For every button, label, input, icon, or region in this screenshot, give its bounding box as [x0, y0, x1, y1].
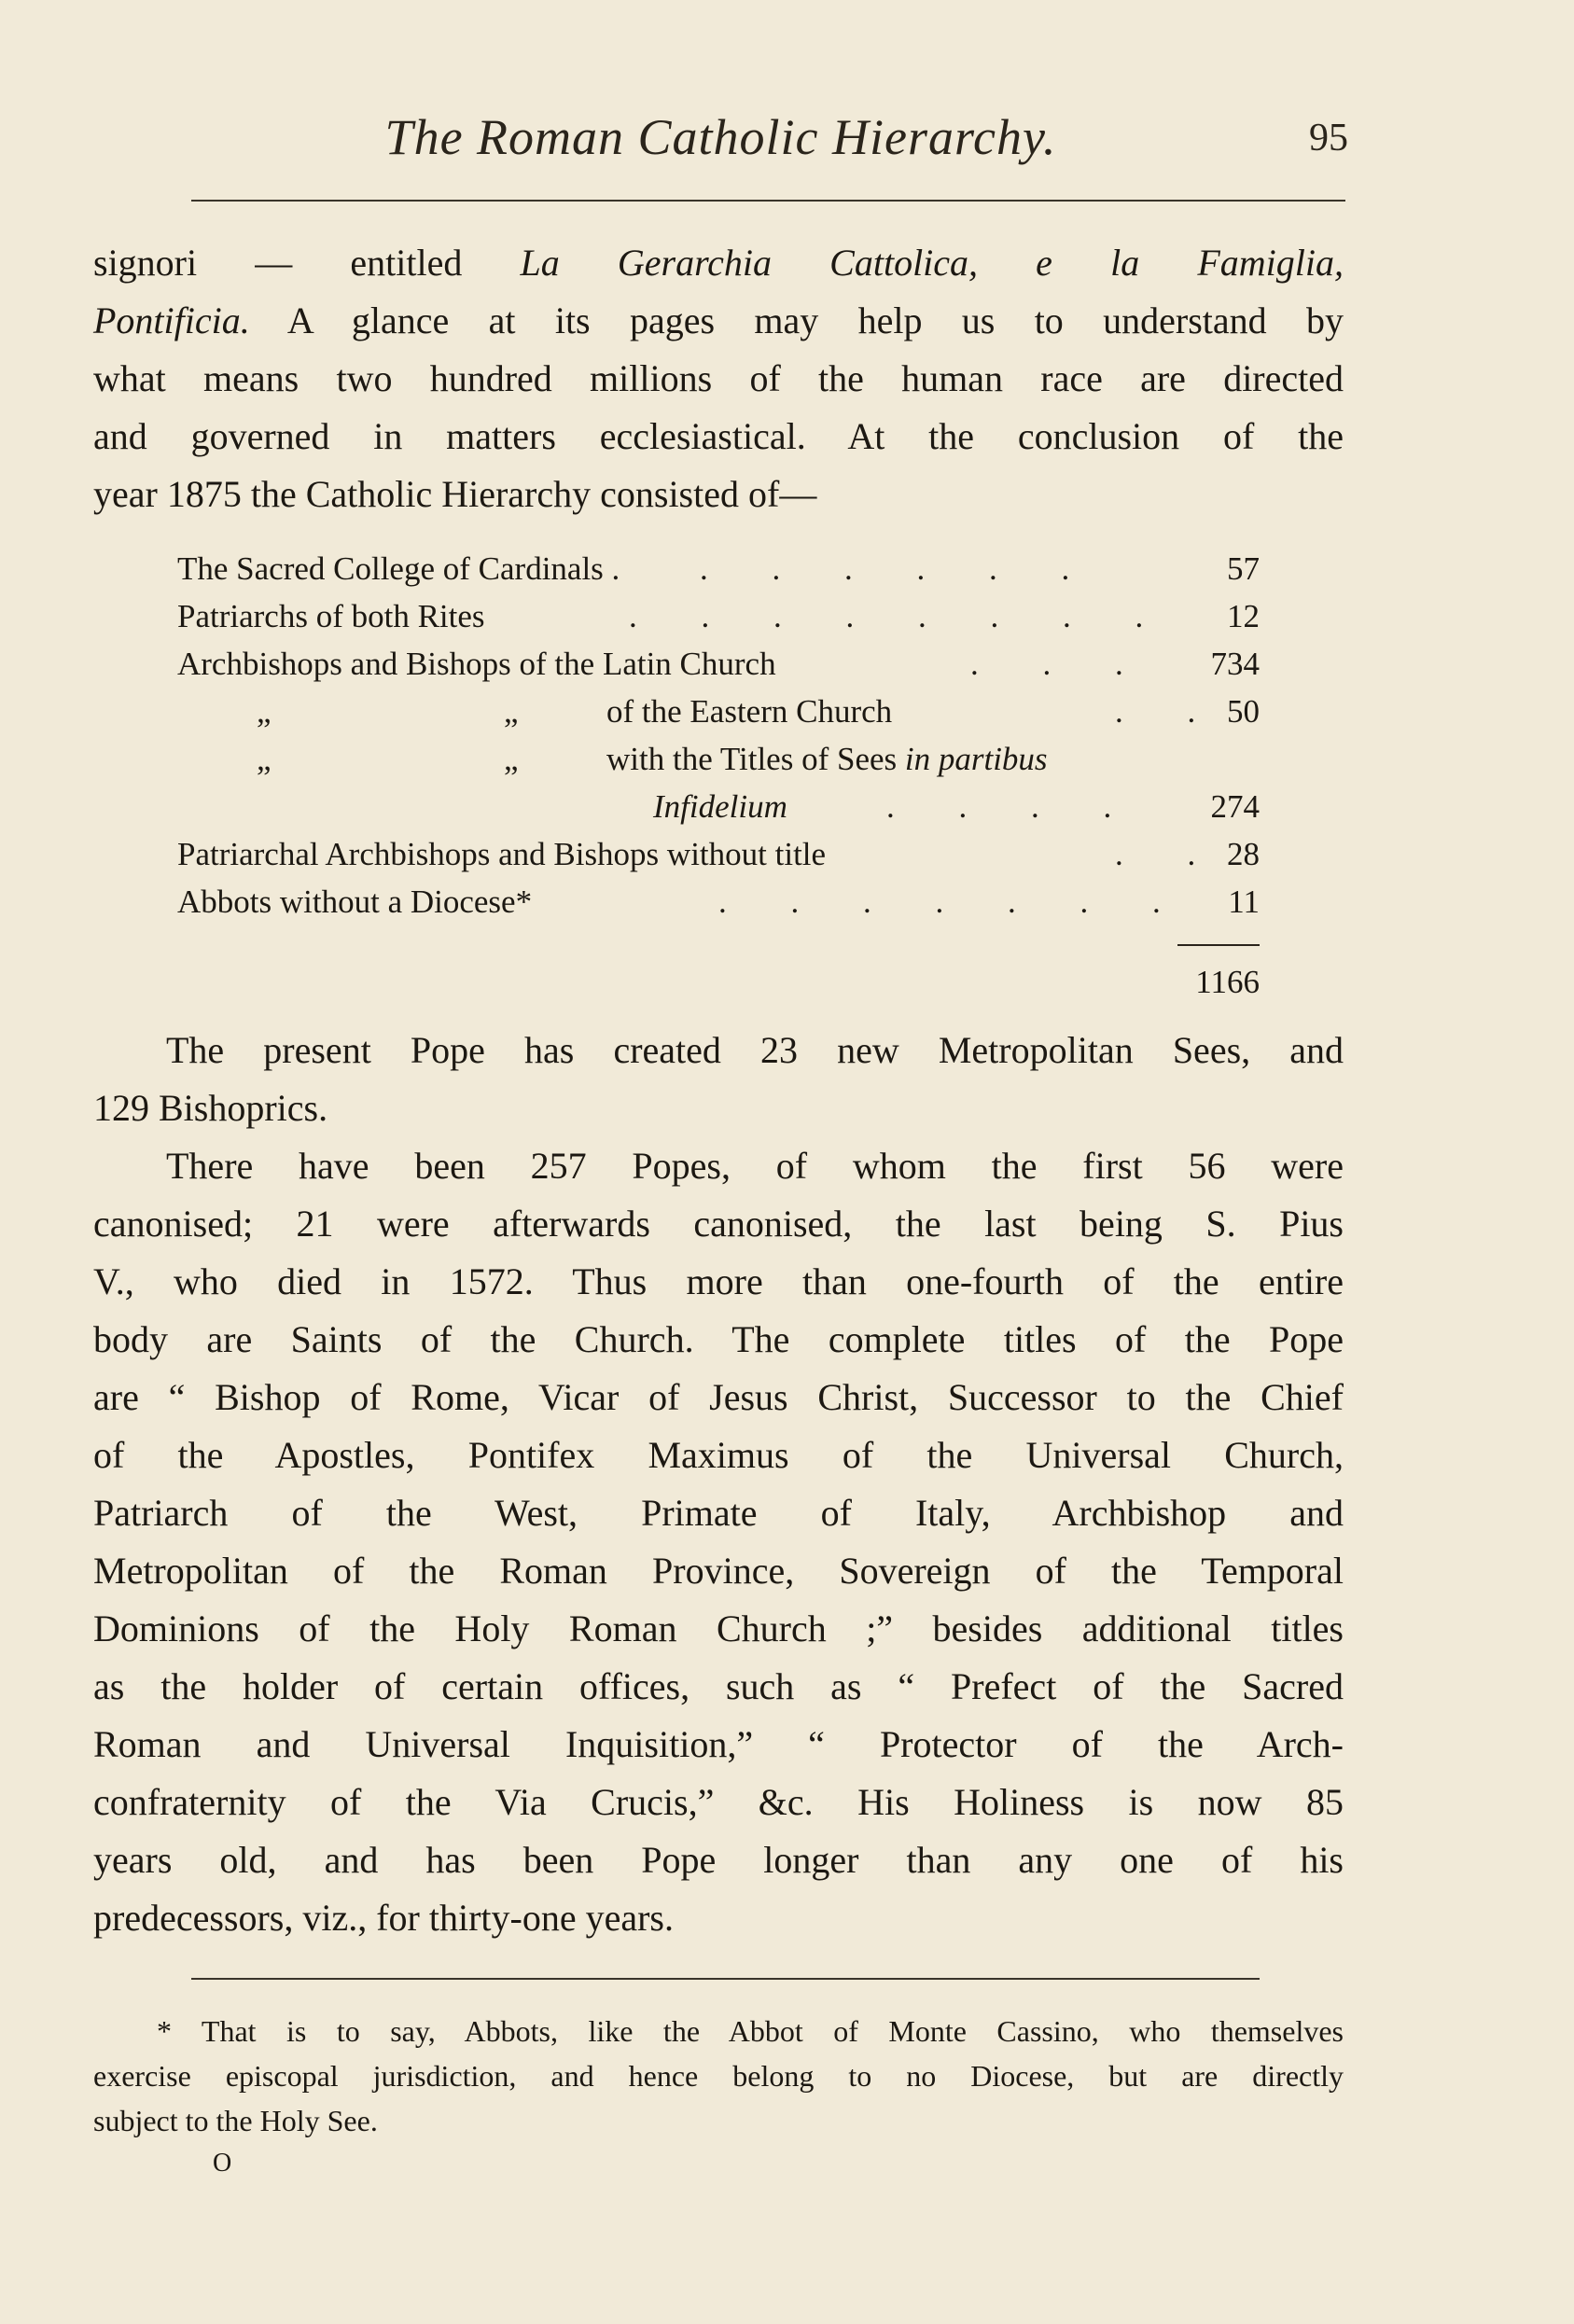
footnote-line: subject to the Holy See.	[93, 2104, 378, 2137]
text-line: and governed in matters ecclesiastical. At the conclusion of the	[93, 415, 1344, 457]
text-line: are “ Bishop of Rome, Vicar of Jesus Christ, Successor to the Chief	[93, 1376, 1344, 1418]
running-title: The Roman Catholic Hierarchy.	[384, 109, 1057, 165]
table-total: 1166	[1195, 964, 1260, 1000]
text-line: body are Saints of the Church. The complete titles of the Pope	[93, 1318, 1344, 1360]
text-line: V., who died in 1572. Thus more than one-fourth of the entire	[93, 1260, 1344, 1302]
text-line: predecessors, viz., for thirty-one years.	[93, 1897, 674, 1939]
table-row: Patriarchal Archbishops and Bishops without title . . 28	[177, 836, 1260, 872]
text-line: The present Pope has created 23 new Metropolitan Sees, and	[166, 1029, 1344, 1071]
table-row: Infidelium . . . . 274	[653, 788, 1260, 825]
text-line: year 1875 the Catholic Hierarchy consisted of—	[93, 473, 817, 515]
table-row: The Sacred College of Cardinals . . . . . . . 57	[177, 550, 1260, 587]
footnote-line: * That is to say, Abbots, like the Abbot of Monte Cassino, who themselves	[157, 2014, 1344, 2048]
text-line: 129 Bishoprics.	[93, 1087, 328, 1129]
footnote-rule	[191, 1978, 1260, 1980]
header-rule	[191, 200, 1345, 202]
page-number: 95	[1309, 117, 1348, 160]
sum-rule	[1177, 944, 1260, 946]
text-line: confraternity of the Via Crucis,” &c. His Holiness is now 85	[93, 1781, 1344, 1823]
table-row: Abbots without a Diocese* . . . . . . . 11	[177, 884, 1260, 920]
table-row: Patriarchs of both Rites . . . . . . . . 12	[177, 598, 1260, 634]
table-row: „ „ of the Eastern Church . . 50	[257, 693, 1260, 730]
text-line: years old, and has been Pope longer than any one of his	[93, 1839, 1344, 1881]
running-head	[93, 108, 1348, 174]
text-line: signori — entitled La Gerarchia Cattolica, e la Famiglia,	[93, 242, 1344, 284]
table-row: Archbishops and Bishops of the Latin Church . . . 734	[177, 646, 1260, 682]
text-line: canonised; 21 were afterwards canonised, the last being S. Pius	[93, 1203, 1344, 1245]
text-line: Patriarch of the West, Primate of Italy, Archbishop and	[93, 1492, 1344, 1534]
text-line: Pontificia. A glance at its pages may help us to understand by	[93, 299, 1344, 341]
text-line: Dominions of the Holy Roman Church ;” besides additional titles	[93, 1607, 1344, 1649]
footnote-line: exercise episcopal jurisdiction, and hence belong to no Diocese, but are directly	[93, 2059, 1344, 2093]
text-line: as the holder of certain offices, such as “ Prefect of the Sacred	[93, 1665, 1344, 1707]
text-line: There have been 257 Popes, of whom the first 56 were	[166, 1145, 1344, 1187]
text-line: of the Apostles, Pontifex Maximus of the Universal Church,	[93, 1434, 1344, 1476]
text-line: Roman and Universal Inquisition,” “ Protector of the Arch-	[93, 1723, 1344, 1765]
text-line: what means two hundred millions of the human race are directed	[93, 357, 1344, 399]
signature-mark: O	[213, 2149, 232, 2178]
text-line: Metropolitan of the Roman Province, Sovereign of the Temporal	[93, 1550, 1344, 1592]
table-row: „ „ with the Titles of Sees in partibus	[257, 741, 1048, 777]
